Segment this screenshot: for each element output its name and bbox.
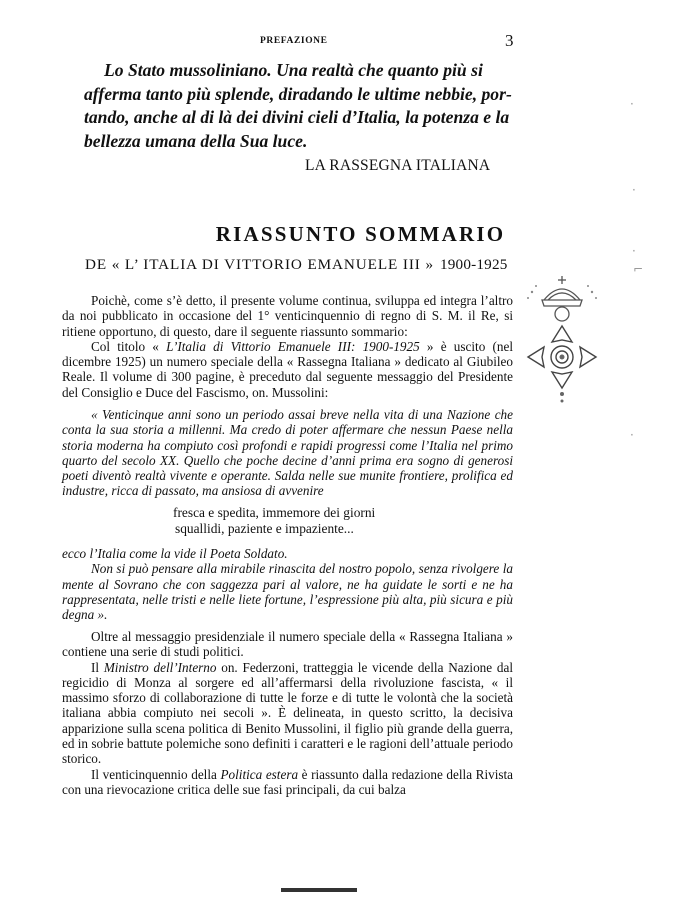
margin-speck: · bbox=[632, 183, 636, 197]
quote-line: bellezza umana della Sua luce. bbox=[84, 131, 308, 152]
italic-term: Politica estera bbox=[220, 766, 299, 782]
quote-line: Lo Stato mussoliniano. Una realtà che quanto più si bbox=[104, 60, 483, 80]
text-run: » è uscito (nel dicembre 1925) un numero speciale della « Rassegna Italiana » dedicato al Giubileo Reale. Il volume di 300 pagine, è preceduto dal seguente messaggio del Presidente del Consiglio e Duce del Fascismo, on. Mussolini: bbox=[62, 338, 513, 400]
poem-line: squallidi, paziente e impaziente... bbox=[175, 521, 354, 536]
paragraph bbox=[62, 339, 513, 400]
quote-signature: LA RASSEGNA ITALIANA bbox=[305, 157, 491, 174]
epigraph-quote bbox=[84, 59, 524, 154]
text-run: on. Federzoni, tratteggia le vicende della Nazione dal regicidio di Monza al sorgere ed all’affermarsi della rivoluzione fascista, « il massimo sforzo di collaborazione di tutte le forze e di tutte le volontà che la società italiana abbia compiuto nei secoli ». È delineata, in questo scritto, la decisiva apparizione sulla scena politica di Benito Mussolini, il figlio più grande della guerra, ed in sobrie battute polemiche sono definiti i caratteri e le ragioni dell’attuale periodo storico. bbox=[62, 659, 513, 767]
quote-line: afferma tanto più splende, diradando le ultime nebbie, por- bbox=[84, 83, 512, 104]
paragraph bbox=[62, 767, 513, 798]
subtitle-years: 1900-1925 bbox=[439, 256, 508, 273]
italic-term: Ministro dell’Interno bbox=[103, 659, 217, 675]
intro-text bbox=[62, 293, 513, 400]
bottom-mark bbox=[281, 888, 357, 892]
margin-speck: ⌐ bbox=[633, 262, 644, 276]
margin-speck: · bbox=[632, 244, 636, 258]
subtitle-text: DE « L’ ITALIA DI VITTORIO EMANUELE III » bbox=[85, 256, 434, 273]
text-run: Col titolo « bbox=[91, 338, 167, 354]
text-run: è riassunto dalla redazione della Rivista con una rievocazione critica delle sue fasi principali, da cui balza bbox=[62, 766, 514, 797]
paragraph: « Venticinque anni sono un periodo assai breve nella vita di una Nazione che conta la sua storia a millenni. Ma credo di poter affermare che nessun Paese nella storia moderna ha compiuto così profondi e rapidi progressi come l’Italia nel primo quarto del secolo XX. Quello che poche decine d’anni prima era sogno di generosi poeti diventò realtà vivente e operante. Salda nelle sue munite frontiere, prolifica ed industre, ricca di passato, ma ansiosa di avvenire bbox=[62, 407, 513, 499]
text-run: Il bbox=[91, 659, 104, 675]
paragraph: Non si può pensare alla mirabile rinascita del nostro popolo, senza rivolgere la mente al Sovrano che con saggezza pari al valore, ne ha guidate le sorti e ne ha rappresentata, nelle tristi e nelle liete fortune, l’espressione più alta, più sicura e più degna ». bbox=[62, 561, 513, 623]
text-run: Il venticinquennio della bbox=[91, 766, 221, 782]
royal-emblem-icon bbox=[522, 270, 602, 412]
margin-speck: · bbox=[630, 428, 634, 442]
poem-line: fresca e spedita, immemore dei giorni bbox=[173, 505, 376, 520]
paragraph: Oltre al messaggio presidenziale il numero speciale della « Rassegna Italiana » contiene una serie di studi politici. bbox=[62, 629, 513, 660]
paragraph: Poichè, come s’è detto, il presente volume continua, sviluppa ed integra l’altro da noi pubblicato in occasione del 1° venticinquennio di regno di S. M. il Re, si ritiene opportuno, di questo, dare il seguente riassunto sommario: bbox=[62, 293, 513, 339]
publication-title: L’Italia di Vittorio Emanuele III: 1900-1925 bbox=[166, 338, 420, 354]
paragraph bbox=[62, 660, 513, 767]
quote-line: tando, anche al di là dei divini cieli d’Italia, la potenza e la bbox=[84, 107, 510, 128]
message-text bbox=[62, 407, 513, 499]
closing-text bbox=[62, 629, 513, 797]
message-text-continued bbox=[62, 546, 513, 622]
paragraph: ecco l’Italia come la vide il Poeta Soldato. bbox=[62, 546, 288, 561]
section-subtitle bbox=[85, 256, 508, 274]
poem-quote bbox=[173, 505, 375, 537]
margin-speck: · bbox=[630, 97, 634, 111]
page-number: 3 bbox=[505, 31, 514, 50]
section-title: RIASSUNTO SOMMARIO bbox=[215, 222, 506, 246]
running-header: PREFAZIONE bbox=[260, 36, 328, 46]
